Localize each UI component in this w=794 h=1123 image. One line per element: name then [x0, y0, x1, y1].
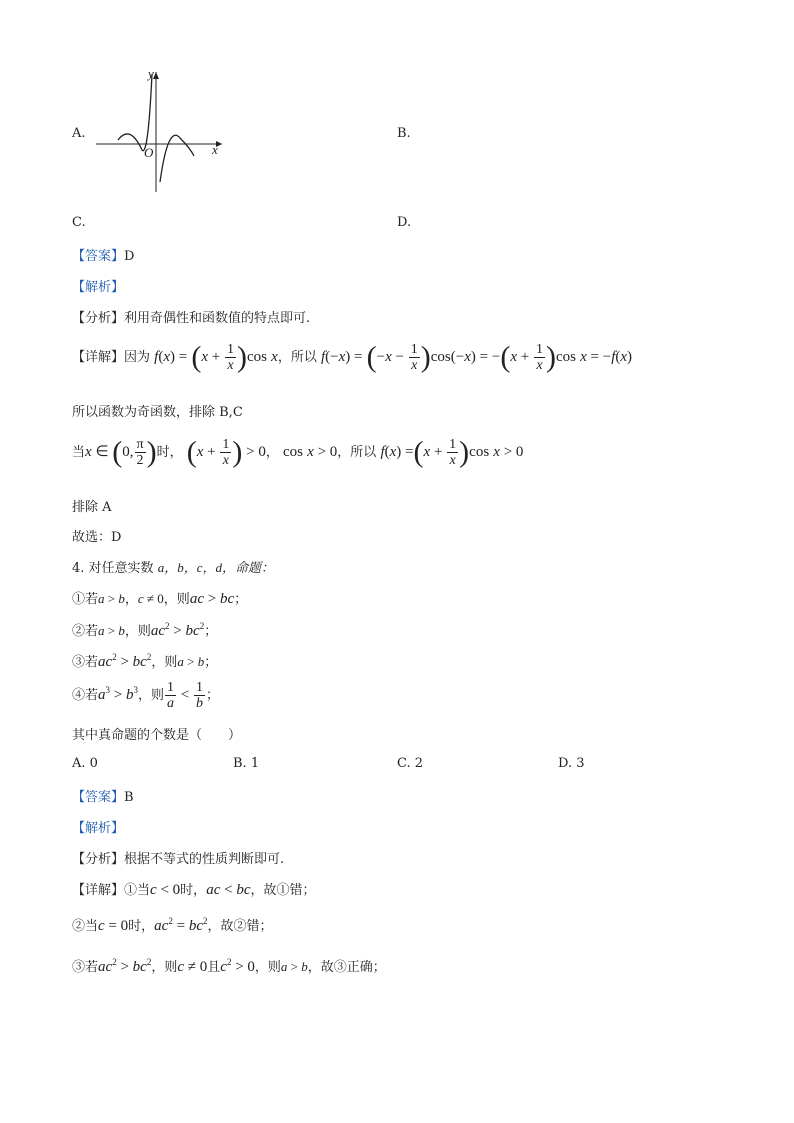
- q4-fenxi-line: 【分析】根据不等式的性质判断即可.: [72, 852, 285, 867]
- q4-detail-1: 【详解】①当c < 0时，ac < bc，故①错；: [72, 882, 316, 898]
- q3-line3: 当x ∈ (0, $\frac{\pi}{2}$ )时， (x + $\frac{1}{x}$ ) > 0， cos x > 0，所以 f(x) =(x + $\frac{1}{x}$ )cos x > 0: [72, 435, 524, 469]
- q3-detail-line: 【详解】因为 f(x) = (x + $\frac{1}{x}$ )cos x，所以 f(−x) = (−x − $\frac{1}{x}$ )cos(−x) = −(x + $\frac{1}{x}$ )cos x = −f(x): [72, 340, 633, 374]
- option-c-label: C.: [72, 215, 86, 230]
- analysis-tag: 【解析】: [72, 280, 125, 295]
- detail-mid: ，所以: [277, 350, 317, 365]
- graph-curve-left: [118, 74, 152, 151]
- q3-line2: 所以函数为奇函数，排除 B,C: [72, 405, 243, 420]
- q4-question: 其中真命题的个数是（ ）: [72, 728, 242, 743]
- q4-option-c: C. 2: [397, 756, 424, 771]
- q3-answer-line: [72, 245, 134, 264]
- q3-fenxi-line: [72, 307, 310, 326]
- q4-proposition-1: ①若a > b，c ≠ 0，则ac > bc；: [72, 591, 248, 607]
- option-b-label: B.: [397, 126, 411, 141]
- option-a-label: A.: [72, 126, 86, 141]
- q4-stem: 4. 对任意实数 a，b，c，d，命题：: [72, 560, 274, 576]
- q4-analysis-tag: 【解析】: [72, 821, 125, 836]
- q4-option-d: D. 3: [558, 756, 585, 771]
- answer-tag: 【答案】: [72, 249, 125, 264]
- graph-curve-right: [160, 135, 194, 182]
- answer-value: D: [124, 249, 135, 264]
- graph-origin-label: O: [144, 145, 154, 160]
- function-graph-a: [90, 64, 230, 194]
- q3-line4: 排除 A: [72, 500, 112, 515]
- q3-line5: 故选：D: [72, 530, 122, 545]
- q4-answer-line: 【答案】B: [72, 790, 134, 805]
- graph-y-label: y: [148, 66, 154, 81]
- q4-detail-2: ②当c = 0时，$ac^2 = bc^2$，故②错；: [72, 916, 273, 934]
- fenxi-text: 利用奇偶性和函数值的特点即可.: [124, 311, 311, 326]
- detail-tag: 【详解】: [72, 350, 125, 365]
- graph-x-label: x: [212, 142, 218, 157]
- q4-detail-3: ③若$ac^2 > bc^2$，则c ≠ 0且$c^2 > 0$，则a > b，故③正确；: [72, 957, 386, 975]
- option-d-label: D.: [397, 215, 412, 230]
- q4-proposition-3: ③若$ac^2 > bc^2$，则a > b；: [72, 652, 218, 670]
- fenxi-tag: 【分析】: [72, 311, 125, 326]
- q4-proposition-2: ②若a > b，则$ac^2 > bc^2$；: [72, 621, 218, 639]
- detail-intro: 因为: [124, 350, 151, 365]
- q4-proposition-4: ④若$a^3 > b^3$，则 $\frac{1}{a}$ < $\frac{1}{b}$ ；: [72, 680, 219, 711]
- q4-option-a: A. 0: [72, 756, 98, 771]
- q4-option-b: B. 1: [233, 756, 260, 771]
